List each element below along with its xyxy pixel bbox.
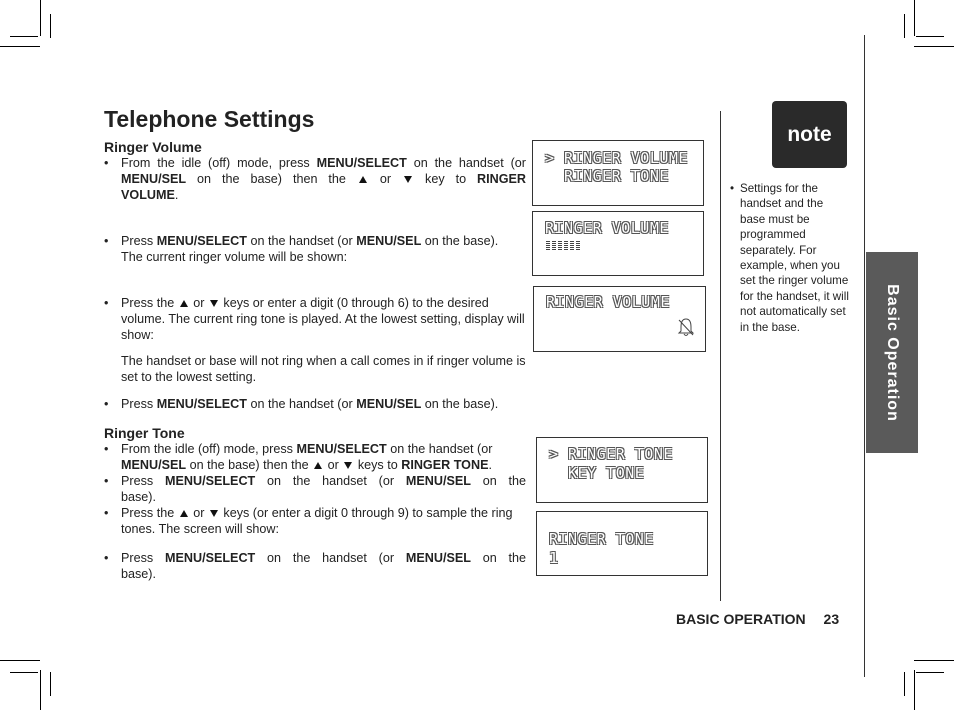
up-arrow-icon [180, 300, 188, 307]
crop-mark [10, 672, 38, 673]
list-item: • From the idle (off) mode, press MENU/SELECT on the handset (or MENU/SEL on the base) then the or key to RINGER VOLUME. [104, 156, 527, 202]
up-arrow-icon [314, 462, 322, 469]
list-item: • Press MENU/SELECT on the handset (or MENU/SEL on the base). The current ringer volume will be shown: [104, 234, 499, 264]
note-badge: note [772, 101, 847, 168]
crop-mark [40, 670, 41, 710]
lcd-display-volume-off: RINGER VOLUME [533, 286, 706, 352]
footer-section: BASIC OPERATION [676, 611, 806, 627]
warning-text: The handset or base will not ring when a call comes in if ringer volume is set to the lowest setting. [121, 354, 526, 384]
list-item: • Press the or keys (or enter a digit 0 through 9) to sample the ring tones. The screen will show: [104, 506, 513, 536]
crop-mark [914, 46, 954, 47]
volume-level-segment [546, 241, 550, 251]
crop-mark [0, 46, 40, 47]
crop-mark [916, 672, 944, 673]
divider [720, 111, 721, 601]
note-text: • Settings for the handset and the base must be programmed separately. For example, when you set the ringer volume for the handset, it will not automatically set in the base. [730, 182, 849, 334]
up-arrow-icon [359, 176, 367, 183]
list-item: • Press the or keys or enter a digit (0 through 6) to the desired volume. The current ring tone is played. At the lowest setting, display will show: The handset or base will not ring when a call comes in if ringer volume is set to the lowest setting. [104, 296, 526, 384]
crop-mark [916, 36, 944, 37]
down-arrow-icon [344, 462, 352, 469]
crop-mark [914, 660, 954, 661]
crop-mark [904, 672, 905, 696]
down-arrow-icon [404, 176, 412, 183]
page-number: 23 [823, 611, 840, 627]
crop-mark [914, 670, 915, 710]
lcd-display-volume: RINGER VOLUME [532, 211, 704, 276]
volume-level-segment [564, 241, 568, 251]
lcd-display-tone: RINGER TONE 1 [536, 511, 708, 576]
lcd-display-menu: > RINGER VOLUME RINGER TONE [532, 140, 704, 206]
crop-mark [40, 0, 41, 36]
volume-level-segment [552, 241, 556, 251]
crop-mark [0, 660, 40, 661]
bell-off-icon [677, 317, 695, 337]
crop-mark [914, 0, 915, 36]
up-arrow-icon [180, 510, 188, 517]
lcd-display-menu: > RINGER TONE KEY TONE [536, 437, 708, 503]
crop-mark [50, 672, 51, 696]
page-footer [676, 611, 839, 627]
divider [864, 35, 865, 677]
section-heading-ringer-tone: Ringer Tone [104, 425, 185, 441]
list-item: • Press MENU/SELECT on the handset (or MENU/SEL on the base). [104, 397, 499, 411]
down-arrow-icon [210, 300, 218, 307]
crop-mark [50, 14, 51, 38]
down-arrow-icon [210, 510, 218, 517]
section-tab-label: Basic Operation [884, 283, 902, 422]
section-heading-ringer-volume: Ringer Volume [104, 139, 202, 155]
crop-mark [904, 14, 905, 38]
crop-mark [10, 36, 38, 37]
volume-level-segment [576, 241, 580, 251]
volume-level-segment [570, 241, 574, 251]
page-title: Telephone Settings [104, 106, 315, 132]
volume-level-segment [558, 241, 562, 251]
list-item: • Press MENU/SELECT on the handset (or MENU/SEL on the base). [104, 474, 527, 504]
list-item: • From the idle (off) mode, press MENU/SELECT on the handset (or MENU/SEL on the base) then the or keys to RINGER TONE. [104, 442, 493, 472]
list-item: • Press MENU/SELECT on the handset (or MENU/SEL on the base). [104, 551, 527, 581]
